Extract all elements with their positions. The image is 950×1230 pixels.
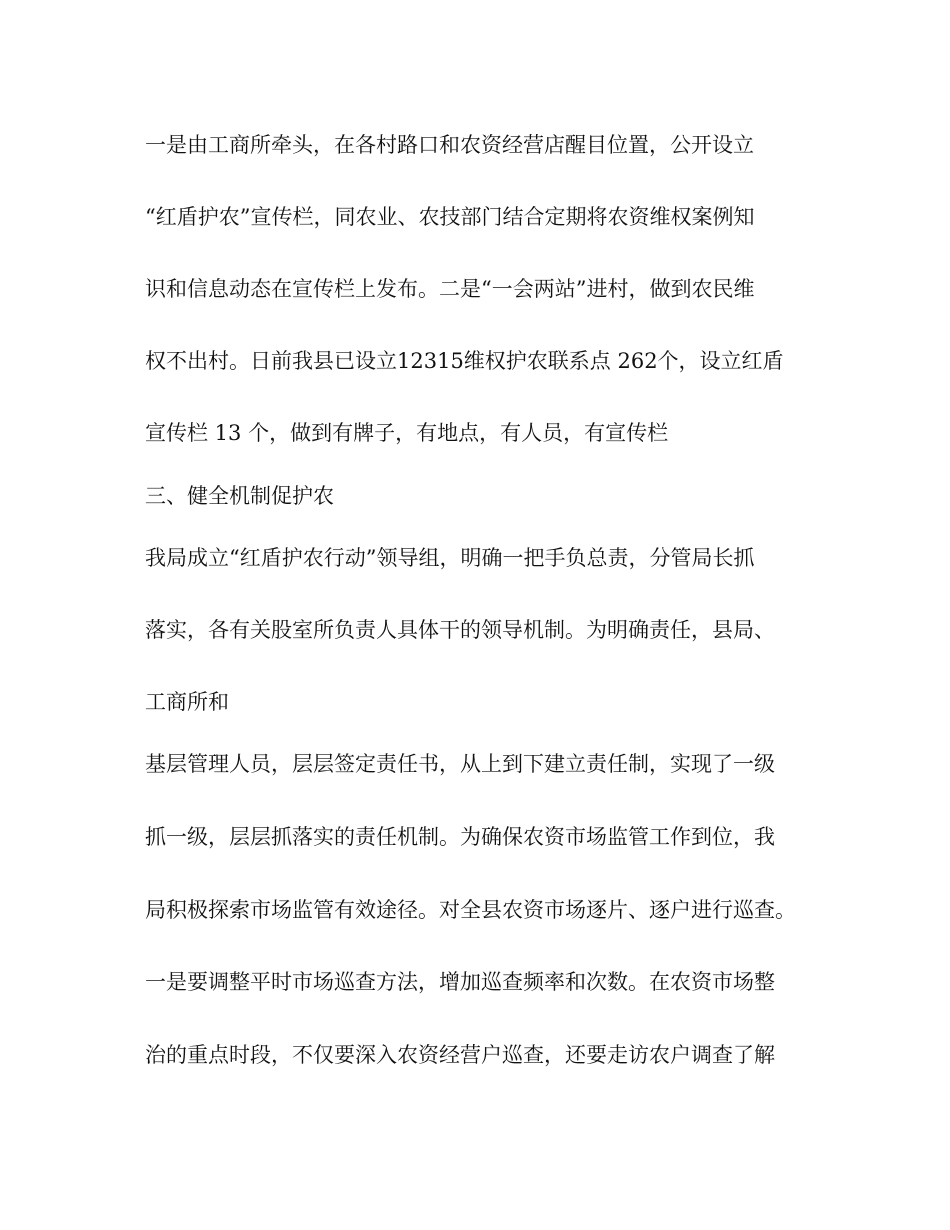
section-heading: 三、健全机制促护农 bbox=[145, 484, 334, 508]
paragraph-line: 识和信息动态在宣传栏上发布。二是“一会两站”进村，做到农民维 bbox=[145, 277, 755, 301]
paragraph-line: 权不出村。日前我县已设立12315维权护农联系点 262个，设立红盾 bbox=[145, 349, 784, 373]
paragraph-line: 一是要调整平时市场巡查方法，增加巡查频率和次数。在农资市场整 bbox=[145, 970, 775, 994]
paragraph-line: 一是由工商所牵头，在各村路口和农资经营店醒目位置，公开设立 bbox=[145, 133, 754, 157]
paragraph-line: 局积极探索市场监管有效途径。对全县农资市场逐片、逐户进行巡查。 bbox=[145, 898, 796, 922]
paragraph-line: “红盾护农”宣传栏，同农业、农技部门结合定期将农资维权案例知 bbox=[145, 205, 755, 229]
paragraph-line: 我局成立“红盾护农行动”领导组，明确一把手负总责，分管局长抓 bbox=[145, 546, 755, 570]
paragraph-line: 落实，各有关股室所负责人具体干的领导机制。为明确责任，县局、 bbox=[145, 618, 775, 642]
paragraph-line: 基层管理人员，层层签定责任书，从上到下建立责任制，实现了一级 bbox=[145, 752, 775, 776]
paragraph-line: 抓一级，层层抓落实的责任机制。为确保农资市场监管工作到位，我 bbox=[145, 825, 775, 849]
paragraph-line: 工商所和 bbox=[145, 690, 229, 714]
paragraph-line: 治的重点时段，不仅要深入农资经营户巡查，还要走访农户调查了解 bbox=[145, 1043, 775, 1067]
paragraph-line: 宣传栏 13 个，做到有牌子，有地点，有人员，有宣传栏 bbox=[145, 421, 669, 445]
